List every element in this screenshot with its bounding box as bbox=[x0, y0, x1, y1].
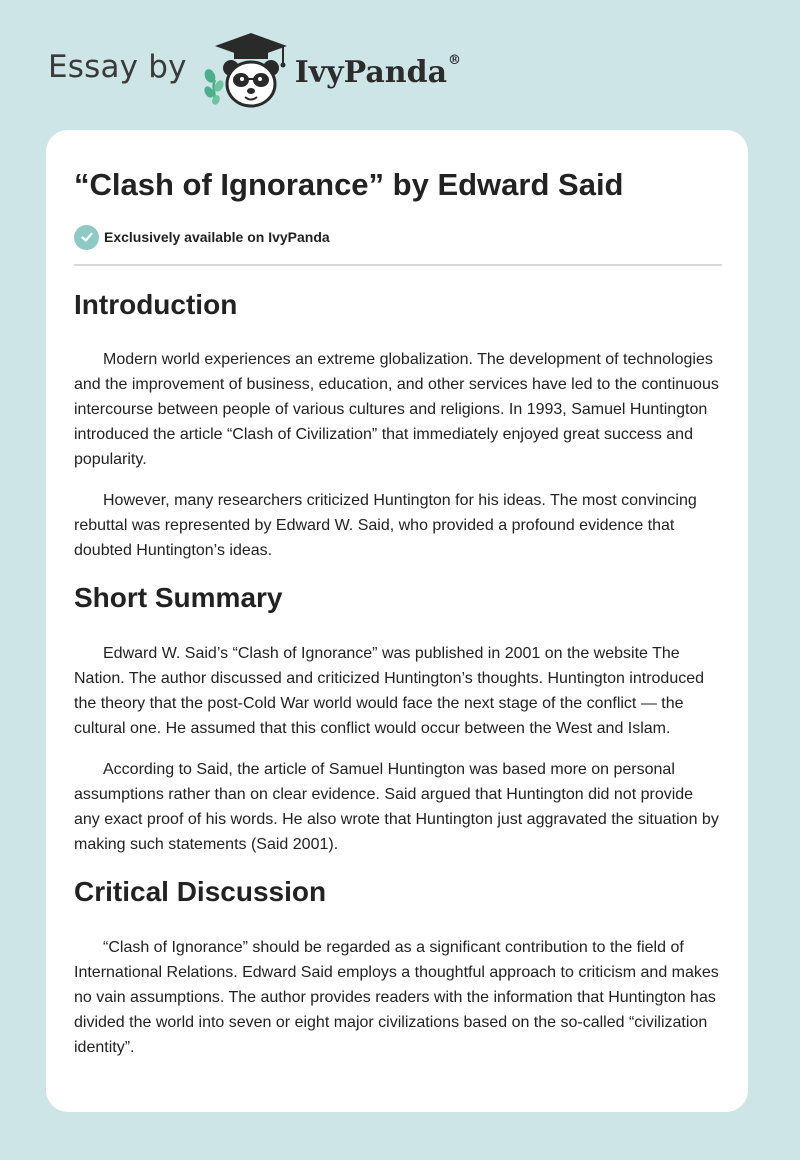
section-heading-introduction: Introduction bbox=[74, 289, 238, 320]
paragraph: Modern world experiences an extreme globalization. The development of technologies and the improvement of business, education, and other services have led to the continuous intercourse between people of various cultures and religions. In 1993, Samuel Huntington introduced the article “Clash of Civilization” that immediately enjoyed great success and popularity. bbox=[74, 351, 719, 468]
paragraph: However, many researchers criticized Huntington for his ideas. The most convincing rebuttal was represented by Edward W. Said, who provided a profound evidence that doubted Huntington’s ideas. bbox=[74, 492, 697, 559]
page-title: “Clash of Ignorance” by Edward Said bbox=[74, 167, 624, 202]
essay-card bbox=[46, 130, 748, 1112]
exclusive-label: Exclusively available on IvyPanda bbox=[104, 229, 330, 245]
exclusive-badge bbox=[74, 224, 722, 250]
registered-mark: ® bbox=[448, 52, 462, 68]
title-divider bbox=[74, 264, 722, 266]
section-heading-critical-discussion: Critical Discussion bbox=[74, 876, 327, 907]
essay-content bbox=[74, 130, 722, 1060]
panda-graduate-icon[interactable] bbox=[201, 30, 291, 110]
brand-name[interactable] bbox=[294, 52, 462, 90]
essay-by-label: Essay by bbox=[48, 49, 187, 85]
site-header bbox=[48, 30, 461, 110]
brand-label: IvyPanda bbox=[294, 54, 448, 90]
paragraph: “Clash of Ignorance” should be regarded as a significant contribution to the field of International Relations. Edward Said employs a thoughtful approach to criticism and makes no vain assumptions. The author provides readers with the information that Huntington has divided the world into seven or eight major civilizations based on the so-called “civilization identity”. bbox=[74, 939, 719, 1056]
paragraph: Edward W. Said’s “Clash of Ignorance” was published in 2001 on the website The Nation. The author discussed and criticized Huntington’s thoughts. Huntington introduced the theory that the post-Cold War world would face the next stage of the conflict — the cultural one. He assumed that this conflict would occur between the West and Islam. bbox=[74, 645, 705, 737]
section-heading-short-summary: Short Summary bbox=[74, 582, 283, 613]
checkmark-icon bbox=[74, 225, 99, 250]
paragraph: According to Said, the article of Samuel Huntington was based more on personal assumptions rather than on clear evidence. Said argued that Huntington did not provide any exact proof of his words. He also wrote that Huntington just aggravated the situation by making such statements (Said 2001). bbox=[74, 761, 719, 853]
